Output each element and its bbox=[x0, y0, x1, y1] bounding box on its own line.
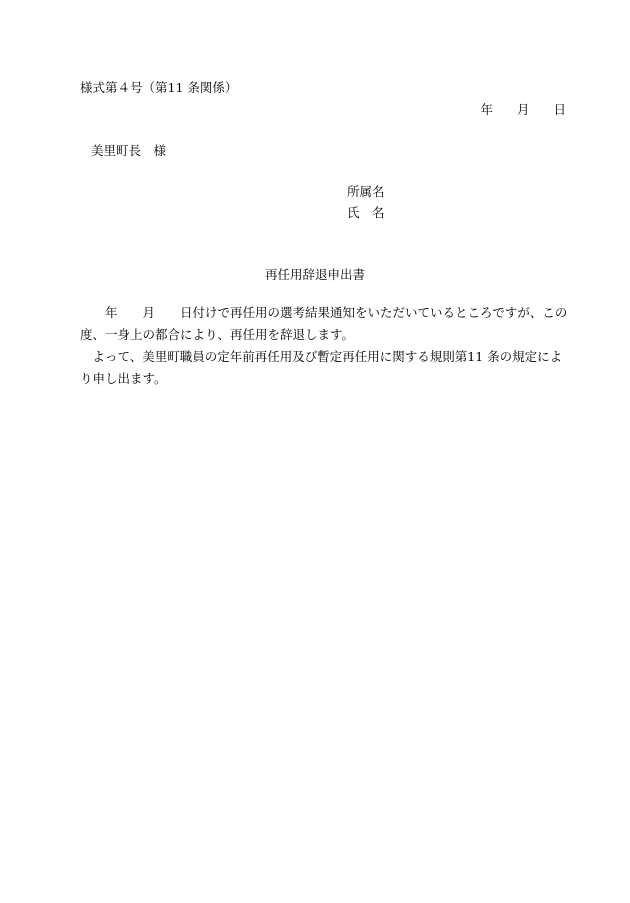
body-paragraph-1: 年 月 日付けで再任用の選考結果通知をいただいているところですが、この度、一身上の都合により、再任用を辞退します。 bbox=[80, 305, 568, 342]
date-month: 月 bbox=[516, 102, 530, 117]
name-label: 氏 名 bbox=[347, 205, 385, 220]
form-number: 様式第４号（第11 条関係） bbox=[80, 80, 238, 95]
body-paragraph-2: よって、美里町職員の定年前再任用及び暫定再任用に関する規則第11 条の規定により申し出ます。 bbox=[80, 349, 563, 386]
affiliation-label: 所属名 bbox=[347, 184, 385, 199]
date-day: 日 bbox=[553, 102, 566, 117]
document-title: 再任用辞退申出書 bbox=[264, 267, 365, 282]
date-year: 年 bbox=[480, 102, 493, 117]
date-line bbox=[480, 102, 566, 118]
addressee: 美里町長 様 bbox=[91, 143, 167, 158]
